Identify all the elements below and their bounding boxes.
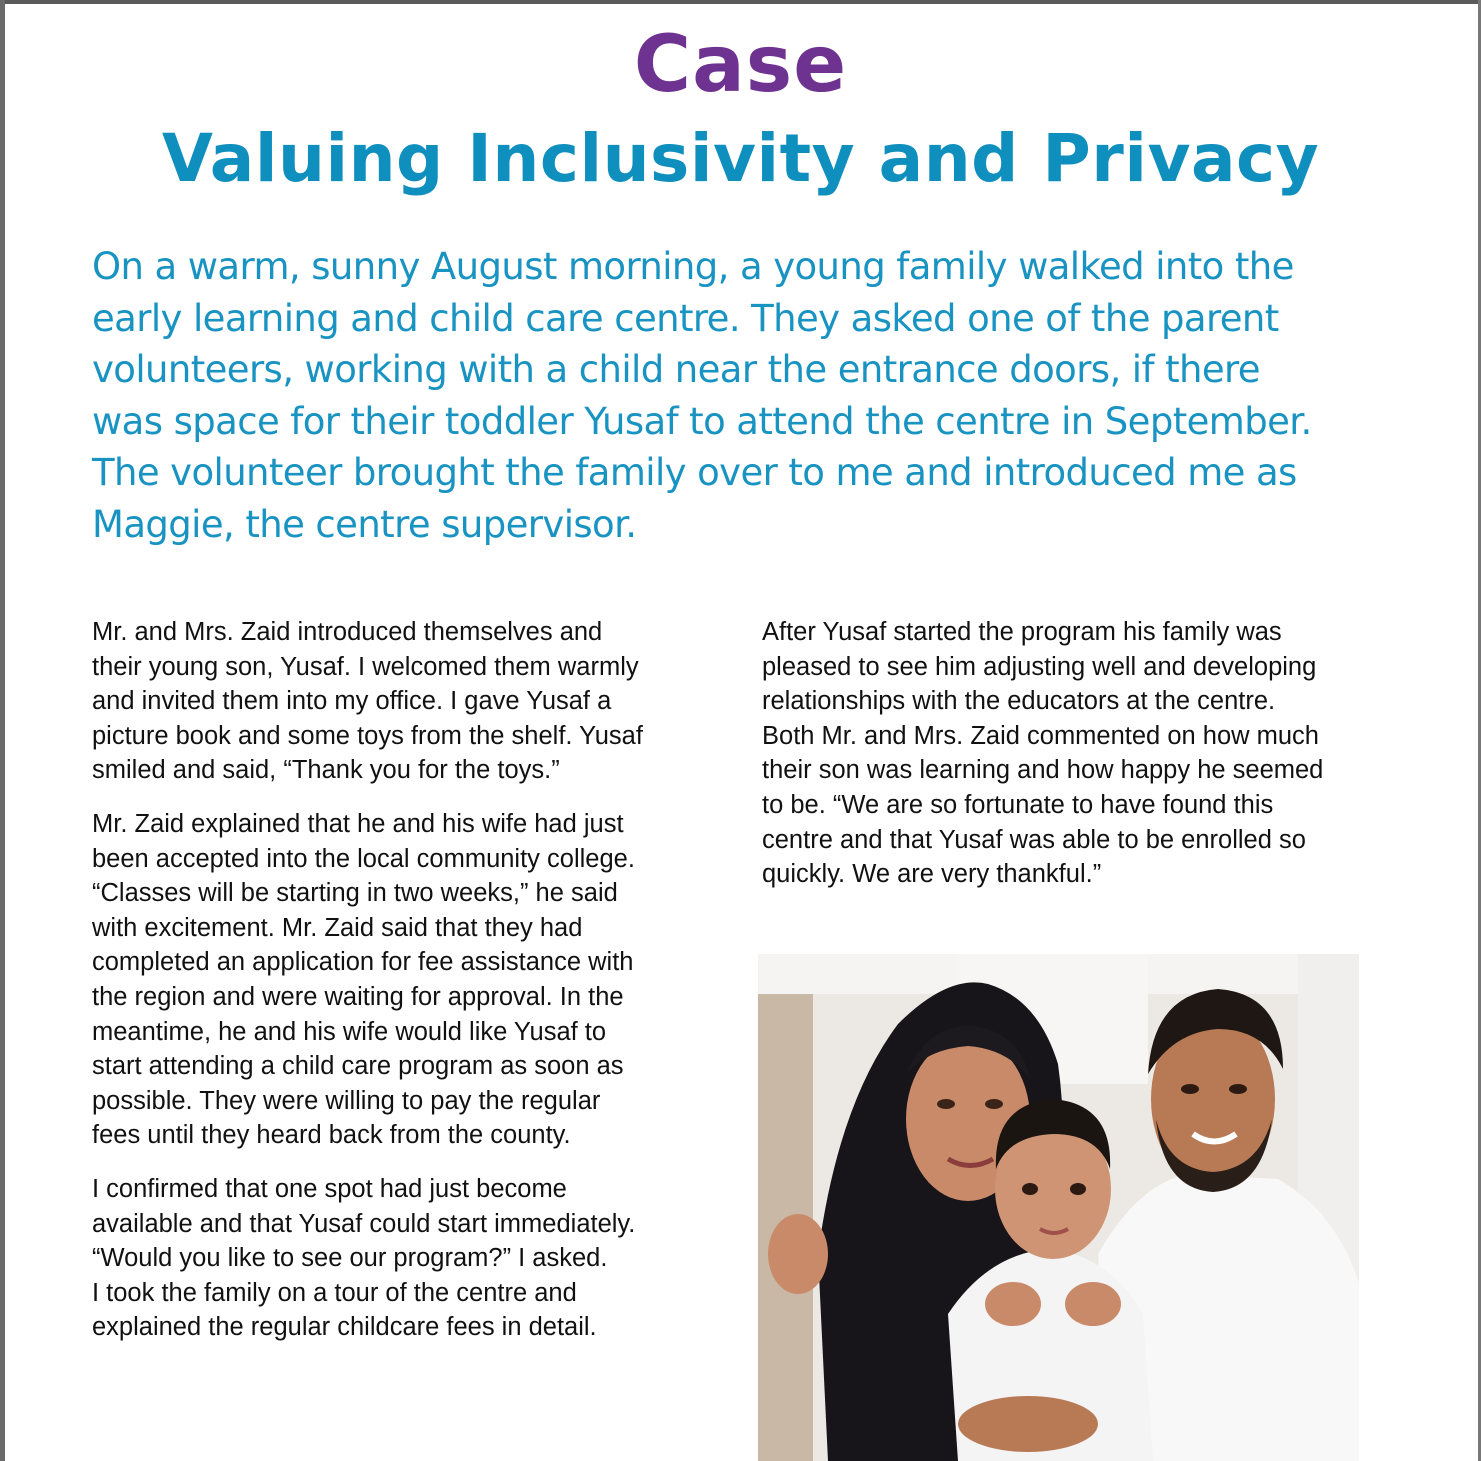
text-line: meantime, he and his wife would like Yusaf to: [92, 1017, 607, 1046]
left-column: [92, 615, 732, 1364]
family-photo: [758, 954, 1359, 1461]
text-line: and invited them into my office. I gave Yusaf a: [92, 687, 612, 716]
left-paragraph-1: [92, 615, 732, 788]
text-line: to be. “We are so fortunate to have found this: [762, 790, 1274, 819]
text-line: fees until they heard back from the county.: [92, 1121, 571, 1150]
text-line: Mr. and Mrs. Zaid introduced themselves and: [92, 618, 603, 646]
text-line: I took the family on a tour of the centre and: [92, 1278, 577, 1307]
text-line: been accepted into the local community college.: [92, 844, 635, 873]
intro-line: volunteers, working with a child near the entrance doors, if there: [92, 348, 1260, 392]
intro-paragraph: [92, 241, 1422, 551]
text-line: picture book and some toys from the shelf. Yusaf: [92, 721, 643, 750]
left-paragraph-2: [92, 807, 732, 1153]
text-line: relationships with the educators at the centre.: [762, 687, 1276, 716]
text-line: possible. They were willing to pay the regular: [92, 1086, 601, 1115]
text-line: completed an application for fee assistance with: [92, 948, 634, 977]
page-frame-left: [0, 0, 5, 1461]
right-column: [762, 615, 1402, 911]
text-line: available and that Yusaf could start immediately.: [92, 1209, 636, 1238]
text-line: their son was learning and how happy he seemed: [762, 756, 1324, 785]
text-line: explained the regular childcare fees in detail.: [92, 1313, 597, 1342]
text-line: the region and were waiting for approval. In the: [92, 982, 624, 1011]
intro-line: was space for their toddler Yusaf to attend the centre in September.: [92, 399, 1312, 443]
intro-line: The volunteer brought the family over to me and introduced me as: [92, 451, 1297, 495]
text-line: “Classes will be starting in two weeks,” he said: [92, 879, 618, 908]
text-line: start attending a child care program as soon as: [92, 1052, 624, 1081]
intro-line: Maggie, the centre supervisor.: [92, 502, 637, 546]
page-title: Valuing Inclusivity and Privacy: [161, 120, 1320, 197]
text-line: centre and that Yusaf was able to be enrolled so: [762, 825, 1306, 854]
text-line: smiled and said, “Thank you for the toys.”: [92, 756, 560, 785]
left-paragraph-3: [92, 1172, 732, 1345]
case-label: Case: [633, 20, 848, 110]
text-line: quickly. We are very thankful.”: [762, 860, 1102, 889]
text-line: I confirmed that one spot had just become: [92, 1174, 567, 1203]
right-paragraph-1: [762, 615, 1402, 892]
text-line: pleased to see him adjusting well and developing: [762, 652, 1317, 681]
page-frame-top: [0, 0, 1481, 4]
family-illustration: [758, 954, 1359, 1461]
text-line: Both Mr. and Mrs. Zaid commented on how much: [762, 721, 1319, 750]
text-line: After Yusaf started the program his family was: [762, 618, 1282, 646]
text-line: “Would you like to see our program?” I asked.: [92, 1244, 608, 1273]
text-line: their young son, Yusaf. I welcomed them warmly: [92, 652, 639, 681]
text-line: with excitement. Mr. Zaid said that they had: [92, 913, 583, 942]
text-line: Mr. Zaid explained that he and his wife had just: [92, 809, 624, 838]
intro-line: early learning and child care centre. They asked one of the parent: [92, 296, 1279, 340]
intro-line: On a warm, sunny August morning, a young family walked into the: [92, 245, 1294, 288]
